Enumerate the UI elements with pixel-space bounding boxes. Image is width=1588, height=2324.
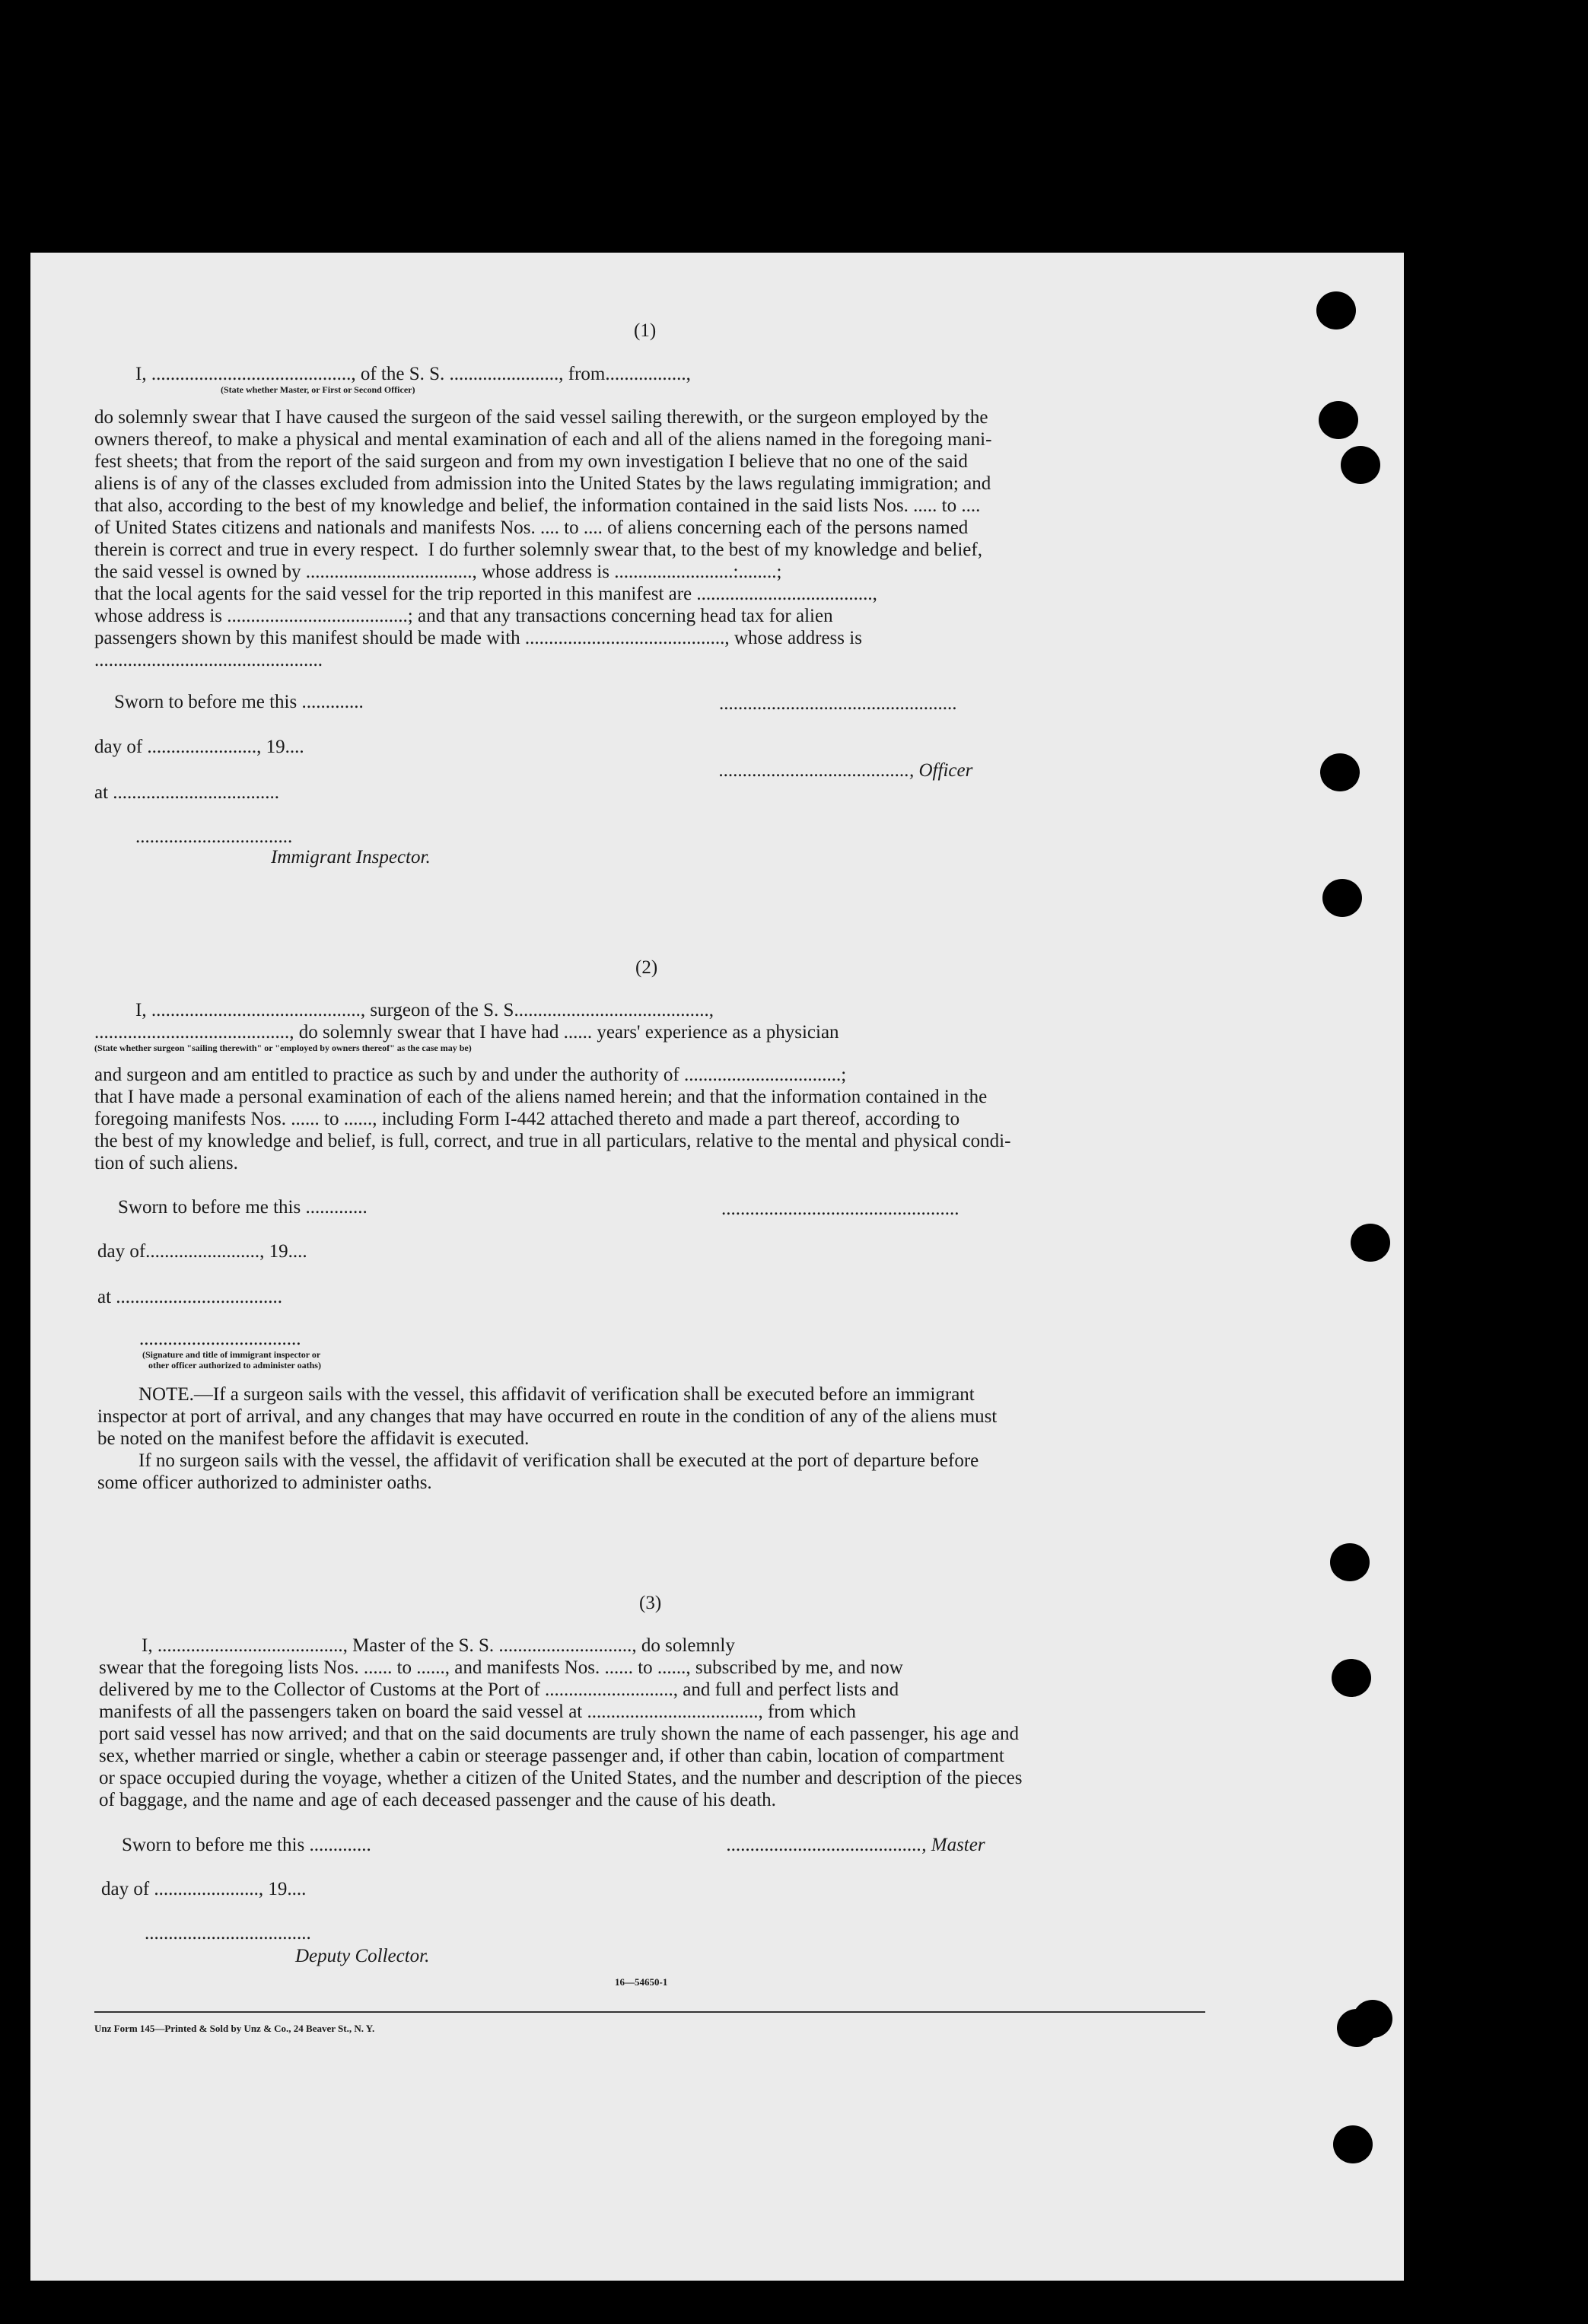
section-1-body-line: of United States citizens and nationals and manifests Nos. .... to .... of aliens concerning each of the persons named [94,517,969,538]
section-3-day-of: day of ......................, 19.... [101,1879,307,1899]
punch-hole [1320,753,1360,791]
section-3-collector-dots: ................................... [145,1923,311,1944]
section-2-note-line: some officer authorized to administer oaths. [97,1472,432,1493]
punch-hole [1316,291,1356,329]
section-3-body-line: port said vessel has now arrived; and that on the said documents are truly shown the name of each passenger, his age and [99,1724,1020,1744]
section-1-body-line: that the local agents for the said vessel for the trip reported in this manifest are ....................................., [94,584,877,604]
punch-hole [1341,446,1380,484]
section-2-note-line: NOTE.—If a surgeon sails with the vessel, this affidavit of verification shall be executed before an immigrant [138,1384,975,1405]
section-2-second-line-note: (State whether surgeon "sailing therewith" or "employed by owners thereof" as the case may be) [94,1043,472,1053]
section-1-body-line: ................................................ [94,650,323,670]
section-2-day-of: day of........................, 19.... [97,1241,307,1262]
punch-hole [1333,2125,1373,2163]
section-1-body-line: the said vessel is owned by ..................................., whose address is .........................:........; [94,562,782,582]
section-3-deputy-collector: Deputy Collector. [295,1946,430,1966]
section-1-body-line: aliens is of any of the classes excluded from admission into the United States by the laws regulating immigration; and [94,473,991,494]
section-3-sworn: Sworn to before me this ............. [122,1835,371,1855]
section-2-body-line: that I have made a personal examination of each of the aliens named herein; and that the information contained in the [94,1087,988,1107]
section-1-body-line: fest sheets; that from the report of the said surgeon and from my own investigation I believe that no one of the said [94,451,968,472]
section-2-second-line: ........................................., do solemnly swear that I have had ...... years' experience as a physician [94,1022,839,1043]
section-3-body-line: delivered by me to the Collector of Customs at the Port of ..........................., and full and perfect lists and [99,1679,899,1700]
section-3-body-line: sex, whether married or single, whether a cabin or steerage passenger and, if other than cabin, location of compartment [99,1746,1004,1766]
punch-hole [1351,1224,1390,1262]
section-1-body-line: owners thereof, to make a physical and mental examination of each and all of the aliens named in the foregoing mani- [94,429,992,450]
punch-hole [1322,879,1362,917]
section-1-first-line-note: (State whether Master, or First or Second Officer) [221,384,415,395]
section-3-master: ........................................., Master [727,1835,985,1855]
section-2-signature-dots: .................................................. [721,1199,959,1219]
section-1-at: at ................................... [94,782,280,803]
section-3-body-line: or space occupied during the voyage, whether a citizen of the United States, and the number and description of the pieces [99,1768,1023,1788]
section-1-sworn: Sworn to before me this ............. [114,692,364,712]
section-2-first-line: I, ............................................, surgeon of the S. S........................................., [135,1000,714,1020]
section-2-signature-line: .................................. [139,1329,301,1349]
section-1-body-line: do solemnly swear that I have caused the surgeon of the said vessel sailing therewith, or the surgeon employed by the [94,407,988,428]
section-1-immigrant-inspector: Immigrant Inspector. [271,847,431,868]
punch-hole [1353,2000,1392,2038]
footer-printer-line: Unz Form 145—Printed & Sold by Unz & Co., 24 Beaver St., N. Y. [94,2023,375,2034]
section-2-body-line: tion of such aliens. [94,1153,238,1173]
section-1-body-line: that also, according to the best of my knowledge and belief, the information contained in the said lists Nos. ..... to .... [94,495,981,516]
section-2-note-line: be noted on the manifest before the affidavit is executed. [97,1428,530,1449]
section-2-at: at ................................... [97,1287,283,1307]
section-1-body-line: passengers shown by this manifest should be made with .........................................., whose address is [94,628,862,648]
section-3-body-line: of baggage, and the name and age of each deceased passenger and the cause of his death. [99,1790,776,1810]
section-2-body-line: the best of my knowledge and belief, is full, correct, and true in all particulars, relative to the mental and physical condi- [94,1131,1011,1151]
punch-hole [1330,1543,1370,1581]
section-1-signature-dots: .................................................. [719,693,957,714]
section-2-sworn: Sworn to before me this ............. [118,1197,368,1218]
section-3-body-line: manifests of all the passengers taken on board the said vessel at ...................................., from which [99,1702,856,1722]
punch-hole [1332,1659,1371,1697]
section-3-number: (3) [639,1593,662,1613]
section-2-body-line: and surgeon and am entitled to practice as such by and under the authority of .................................; [94,1065,847,1085]
section-1-day-of: day of ......................., 19.... [94,737,304,757]
section-2-number: (2) [635,957,658,978]
form-code: 16—54650-1 [615,1976,668,1988]
section-2-note-line: inspector at port of arrival, and any changes that may have occurred en route in the condition of any of the aliens must [97,1406,998,1427]
section-1-inspector-dots: ................................. [135,826,293,847]
section-2-signature-note: other officer authorized to administer oaths) [148,1360,321,1371]
section-1-number: (1) [634,320,657,341]
section-2-signature-note: (Signature and title of immigrant inspector or [142,1349,321,1360]
punch-hole [1319,401,1358,439]
footer-divider [94,2011,1205,2013]
section-3-body-line: I, ......................................., Master of the S. S. ............................, do solemnly [142,1635,735,1656]
section-1-officer: ........................................, Officer [719,760,973,781]
section-1-first-line: I, .........................................., of the S. S. ......................., from................., [135,364,691,384]
section-2-note-line: If no surgeon sails with the vessel, the affidavit of verification shall be executed at the port of departure before [138,1450,979,1471]
section-1-body-line: therein is correct and true in every respect. I do further solemnly swear that, to the best of my knowledge and belief, [94,540,982,560]
section-2-body-line: foregoing manifests Nos. ...... to ......, including Form I-442 attached thereto and made a part thereof, according to [94,1109,960,1129]
section-1-body-line: whose address is ......................................; and that any transactions concerning head tax for alien [94,606,833,626]
section-3-body-line: swear that the foregoing lists Nos. ...... to ......, and manifests Nos. ...... to ......, subscribed by me, and now [99,1657,903,1678]
